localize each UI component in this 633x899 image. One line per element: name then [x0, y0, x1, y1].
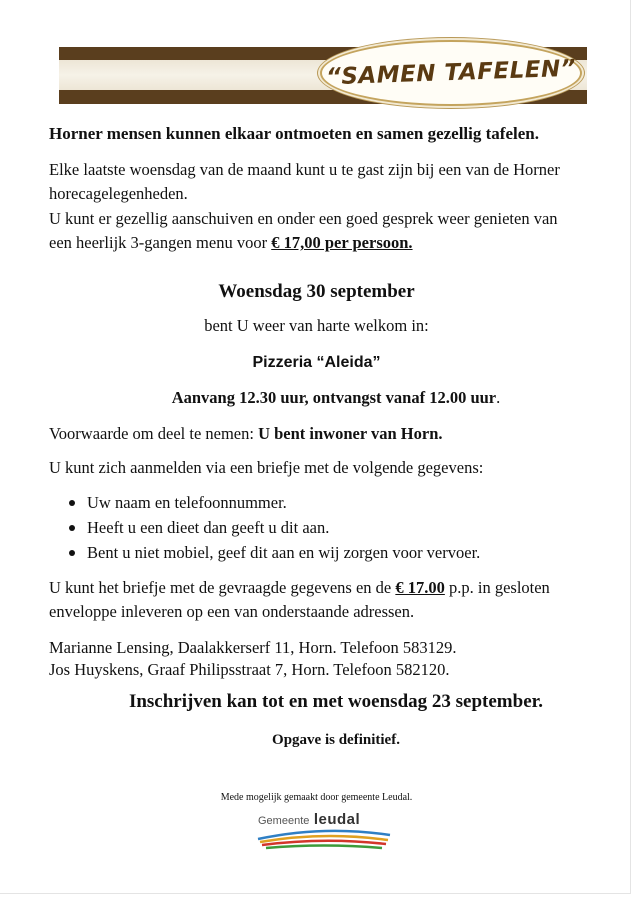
final-note: Opgave is definitief. [272, 732, 400, 748]
banner-title: “SAMEN TAFELEN” [325, 55, 577, 91]
bullet-text: Heeft u een dieet dan geeft u dit aan. [87, 518, 330, 537]
delivery-suffix: p.p. in gesloten [444, 578, 550, 597]
delivery-price: € 17.00 [395, 578, 445, 597]
intro-line-2: horecagelegenheden. [49, 184, 188, 203]
list-item [49, 490, 480, 515]
gemeente-leudal-logo [254, 811, 394, 853]
banner-title-oval [320, 40, 582, 106]
list-item [49, 515, 480, 540]
event-date: Woensdag 30 september [218, 281, 415, 302]
list-item [49, 540, 480, 565]
samen-tafelen-banner [59, 40, 587, 108]
bullet-text: Uw naam en telefoonnummer. [87, 493, 287, 512]
contact-2: Jos Huyskens, Graaf Philipsstraat 7, Horn. Telefoon 582120. [49, 660, 450, 679]
signup-intro: U kunt zich aanmelden via een briefje met de volgende gegevens: [49, 458, 484, 477]
headline: Horner mensen kunnen elkaar ontmoeten en samen gezellig tafelen. [49, 124, 539, 143]
event-time-period: . [496, 388, 501, 407]
bullet-icon [69, 500, 75, 506]
logo-swoosh-icon [254, 811, 394, 853]
intro-line-4-text: een heerlijk 3-gangen menu voor [49, 233, 272, 252]
logo-big-text: leudal [313, 811, 361, 828]
venue-name: Pizzeria “Aleida” [252, 354, 381, 371]
bullet-icon [69, 525, 75, 531]
intro-line-3: U kunt er gezellig aanschuiven en onder een goed gesprek weer genieten van [49, 209, 558, 228]
condition-prefix: Voorwaarde om deel te nemen: [49, 424, 259, 443]
event-time [0, 386, 633, 410]
condition-bold: U bent inwoner van Horn. [258, 424, 443, 443]
condition [49, 422, 624, 446]
delivery-line-1 [49, 576, 624, 600]
intro-line-1: Elke laatste woensdag van de maand kunt u te gast zijn bij een van de Horner [49, 160, 560, 179]
price-per-person: € 17,00 per persoon. [271, 233, 413, 252]
bullet-text: Bent u niet mobiel, geef dit aan en wij zorgen voor vervoer. [87, 543, 481, 562]
deadline: Inschrijven kan tot en met woensdag 23 september. [128, 691, 544, 712]
welcome-text: bent U weer van harte welkom in: [204, 316, 429, 335]
logo-small-text: Gemeente [258, 815, 310, 827]
bullet-icon [69, 550, 75, 556]
sponsor-note: Mede mogelijk gemaakt door gemeente Leudal. [220, 792, 413, 803]
signup-bullet-list [49, 490, 480, 565]
contact-1: Marianne Lensing, Daalakkerserf 11, Horn. Telefoon 583129. [49, 638, 457, 657]
event-time-text: Aanvang 12.30 uur, ontvangst vanaf 12.00 uur [171, 388, 497, 407]
delivery-line-2: enveloppe inleveren op een van onderstaande adressen. [49, 602, 415, 621]
delivery-prefix: U kunt het briefje met de gevraagde gegevens en de [49, 578, 396, 597]
intro-line-4 [49, 231, 624, 255]
